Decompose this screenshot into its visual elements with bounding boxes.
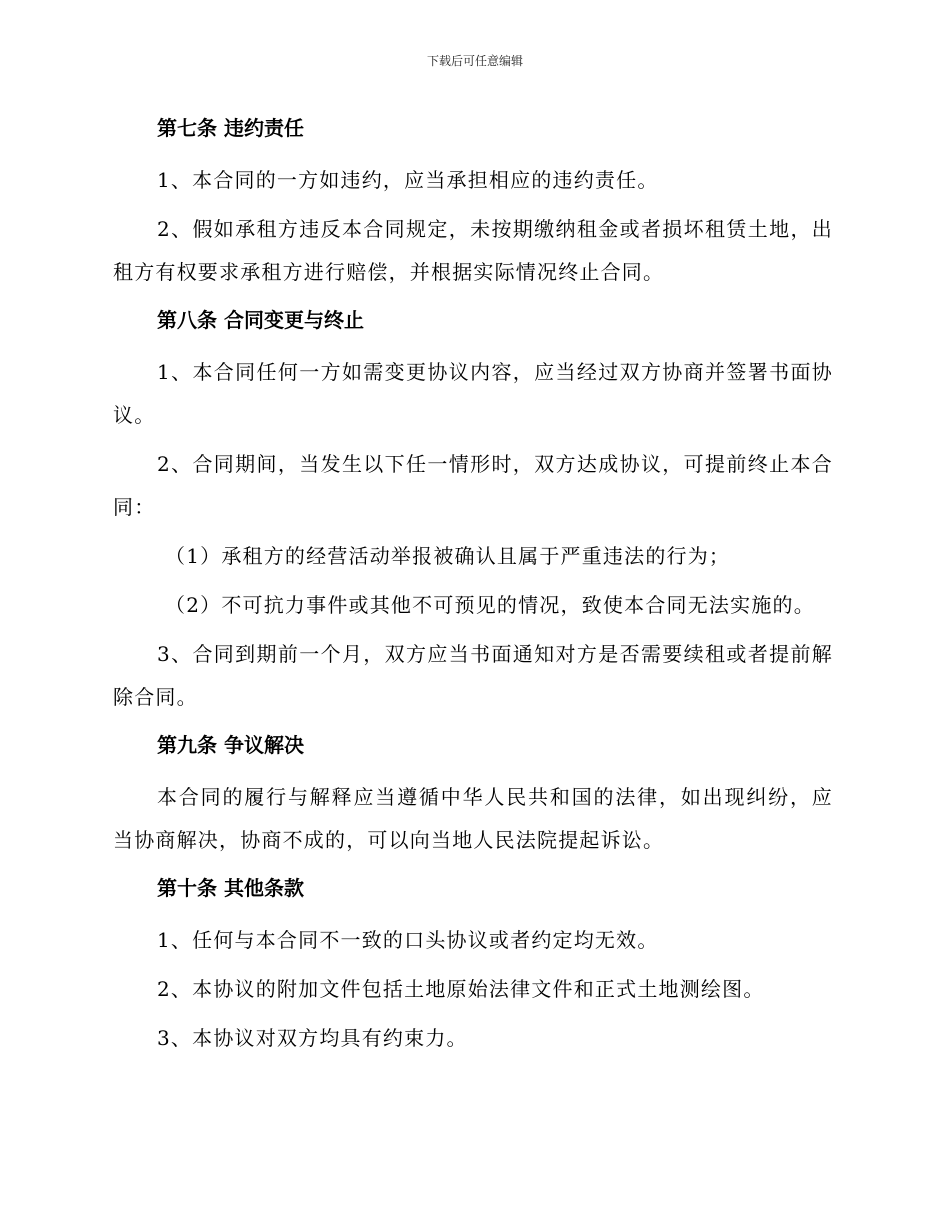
- paragraph: 3、合同到期前一个月，双方应当书面通知对方是否需要续租或者提前解除合同。: [113, 642, 833, 709]
- paragraph: 1、本合同的一方如违约，应当承担相应的违约责任。: [157, 168, 659, 192]
- section-article-7: [113, 108, 833, 294]
- document-body: [113, 108, 833, 1066]
- paragraph: 1、任何与本合同不一致的口头协议或者约定均无效。: [157, 928, 659, 952]
- paragraph: 本合同的履行与解释应当遵循中华人民共和国的法律，如出现纠纷，应当协商解决，协商不成的，可以向当地人民法院提起诉讼。: [113, 785, 833, 852]
- section-heading: 第八条 合同变更与终止: [157, 308, 364, 332]
- page-header: 下载后可任意编辑: [426, 54, 523, 68]
- paragraph: 2、合同期间，当发生以下任一情形时，双方达成协议，可提前终止本合同：: [113, 452, 833, 519]
- section-heading: 第十条 其他条款: [157, 876, 304, 900]
- paragraph: 2、假如承租方违反本合同规定，未按期缴纳租金或者损坏租赁土地，出租方有权要求承租方进行赔偿，并根据实际情况终止合同。: [113, 217, 833, 284]
- section-heading: 第九条 争议解决: [157, 733, 304, 757]
- paragraph: 3、本协议对双方均具有约束力。: [157, 1026, 468, 1050]
- section-article-9: [113, 725, 833, 862]
- section-article-8: [113, 300, 833, 719]
- section-article-10: [113, 868, 833, 1060]
- sub-item: （1）承租方的经营活动举报被确认且属于严重违法的行为；: [165, 544, 731, 568]
- paragraph: 2、本协议的附加文件包括土地原始法律文件和正式土地测绘图。: [157, 977, 765, 1001]
- section-heading: 第七条 违约责任: [157, 116, 304, 140]
- paragraph: 1、本合同任何一方如需变更协议内容，应当经过双方协商并签署书面协议。: [113, 360, 833, 427]
- sub-item: （2）不可抗力事件或其他不可预见的情况，致使本合同无法实施的。: [165, 593, 815, 617]
